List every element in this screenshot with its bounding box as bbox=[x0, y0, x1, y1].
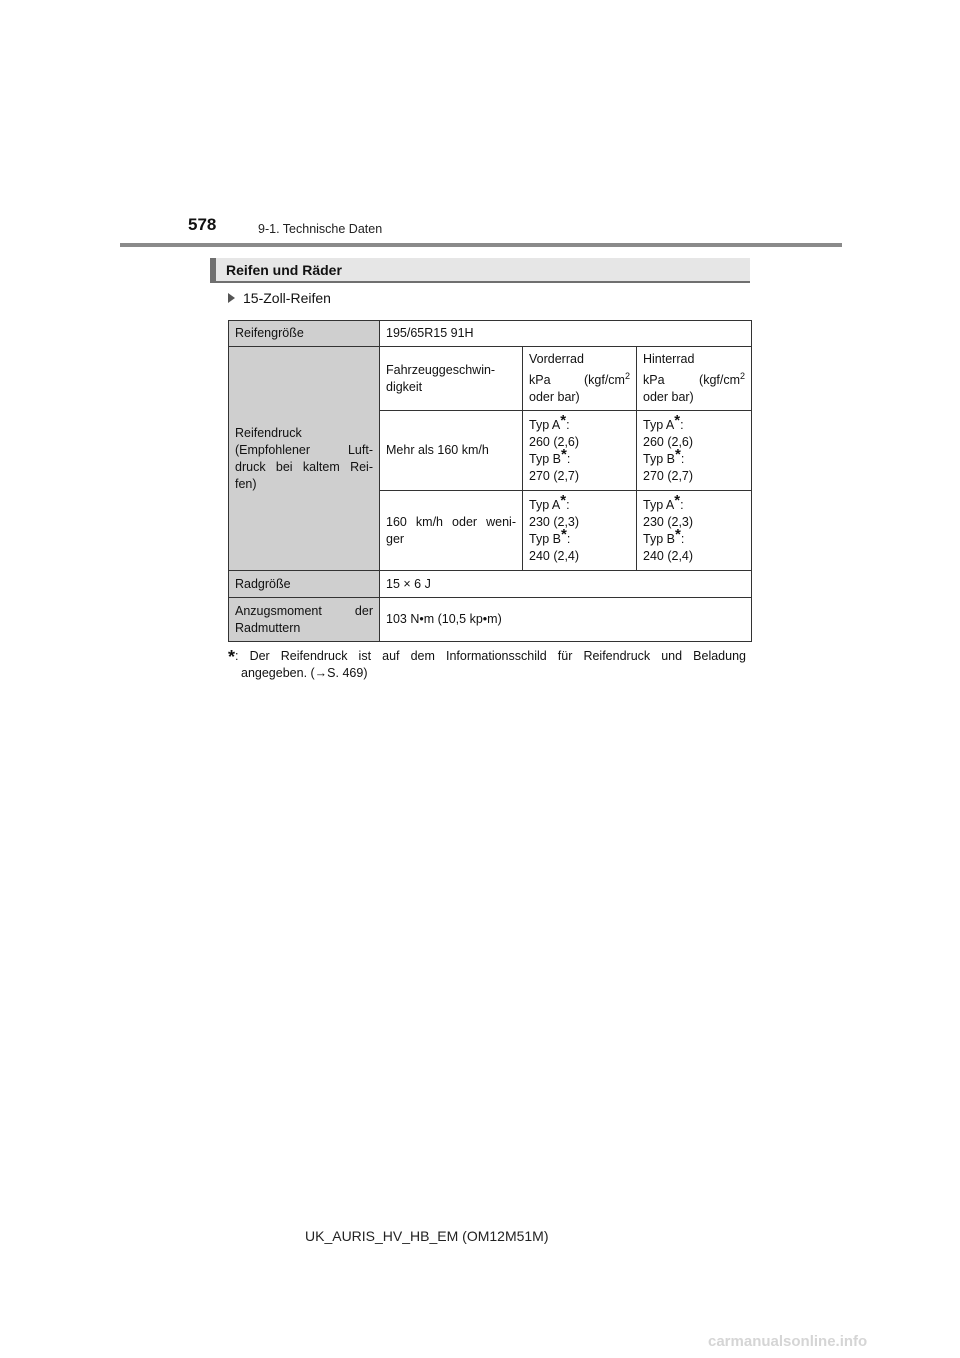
triangle-bullet-icon bbox=[228, 293, 235, 303]
wheel-size-label: Radgröße bbox=[229, 571, 380, 598]
tire-size-label: Reifengröße bbox=[229, 321, 380, 347]
rear-wheel-header: Hinterrad kPa ($kgf/cm^2$ oder bar) bbox=[637, 347, 752, 411]
manual-code: UK_AURIS_HV_HB_EM (OM12M51M) bbox=[305, 1228, 549, 1244]
section-heading bbox=[210, 258, 750, 283]
watermark: carmanualsonline.info bbox=[708, 1333, 868, 1350]
table-row bbox=[229, 321, 752, 347]
speed-over-160: Mehr als 160 km/h bbox=[380, 411, 523, 491]
torque-value: 103 N•m (10,5 kp•m) bbox=[380, 598, 752, 642]
page-number: 578 bbox=[188, 215, 217, 234]
rear-pressure-160-or-less: Typ A*: 230 (2,3) Typ B*: 240 (2,4) bbox=[637, 491, 752, 571]
footnote-text: : Der Reifendruck ist auf dem Informationsschild für Reifendruck und Beladung bbox=[235, 649, 746, 663]
header-divider bbox=[120, 243, 842, 247]
table-row bbox=[229, 598, 752, 642]
section-title: Reifen und Räder bbox=[226, 262, 342, 278]
tire-size-value: 195/65R15 91H bbox=[380, 321, 752, 347]
wheel-size-value: 15 × 6 J bbox=[380, 571, 752, 598]
footnote bbox=[228, 646, 746, 682]
footnote-reference: angegeben. (→S. 469) bbox=[241, 666, 368, 680]
front-wheel-header: Vorderrad kPa ($kgf/cm^2$ oder bar) bbox=[523, 347, 637, 411]
footnote-star: * bbox=[228, 647, 236, 667]
section-path: 9-1. Technische Daten bbox=[258, 222, 383, 236]
torque-label: Anzugsmoment der Radmuttern bbox=[229, 598, 380, 642]
tire-pressure-label: Reifendruck (Empfohlener Luft- druck bei kaltem Rei- fen) bbox=[229, 347, 380, 571]
speed-header: Fahrzeuggeschwin- digkeit bbox=[380, 347, 523, 411]
front-pressure-over-160: Typ A*: 260 (2,6) Typ B*: 270 (2,7) bbox=[523, 411, 637, 491]
subsection-title: 15-Zoll-Reifen bbox=[243, 290, 331, 306]
speed-160-or-less: 160 km/h oder weni- ger bbox=[380, 491, 523, 571]
table-row bbox=[229, 347, 752, 411]
front-pressure-160-or-less: Typ A*: 230 (2,3) Typ B*: 240 (2,4) bbox=[523, 491, 637, 571]
tire-spec-table bbox=[228, 320, 752, 642]
table-row bbox=[229, 571, 752, 598]
rear-pressure-over-160: Typ A*: 260 (2,6) Typ B*: 270 (2,7) bbox=[637, 411, 752, 491]
subsection-label bbox=[228, 290, 331, 306]
heading-accent-bar bbox=[210, 258, 216, 281]
